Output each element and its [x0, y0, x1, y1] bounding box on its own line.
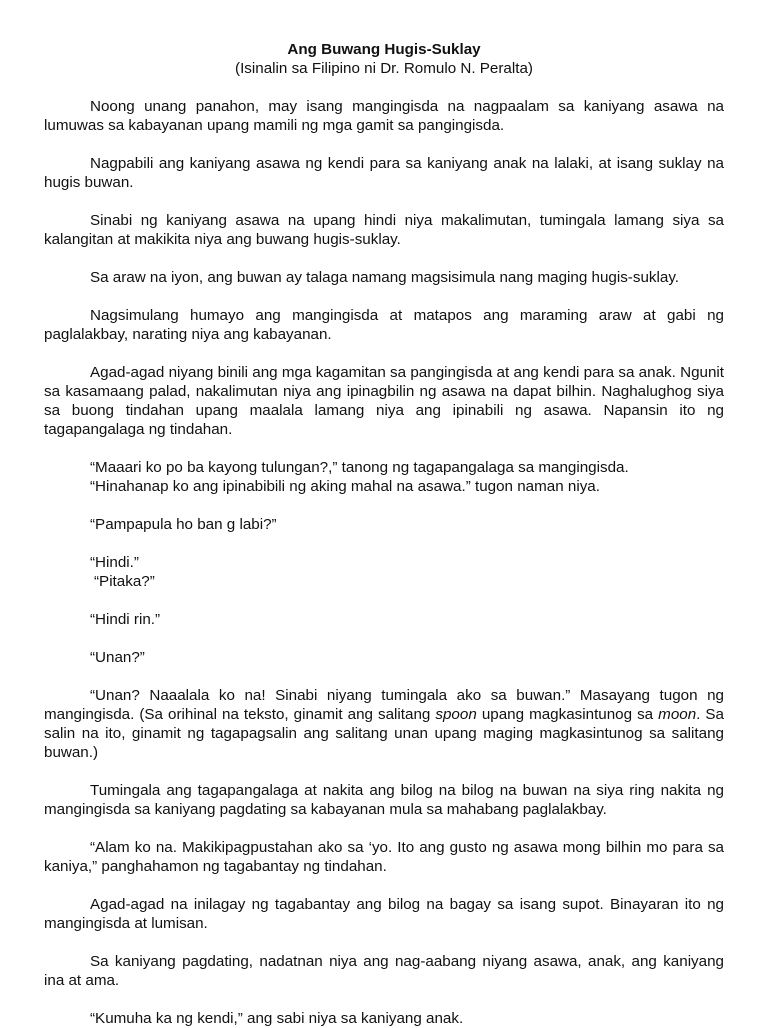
- paragraph-3: Sinabi ng kaniyang asawa na upang hindi niya makalimutan, tumingala lamang siya sa kalangitan at makikita niya ang buwang hugis-suklay.: [44, 212, 724, 248]
- italic-word-spoon: spoon: [435, 706, 477, 723]
- document-title: Ang Buwang Hugis-Suklay: [287, 41, 481, 58]
- dialogue-line-1: “Maaari ko po ba kayong tulungan?,” tanong ng tagapangalaga sa mangingisda.: [90, 459, 629, 476]
- dialogue-line-2: “Hinahanap ko ang ipinabibili ng aking mahal na asawa.” tugon naman niya.: [90, 478, 600, 495]
- paragraph-5: Nagsimulang humayo ang mangingisda at matapos ang maraming araw at gabi ng paglalakbay, narating niya ang kabayanan.: [44, 307, 724, 343]
- dialogue-line-6: “Hindi rin.”: [90, 611, 161, 628]
- dialogue-line-7: “Unan?”: [90, 649, 145, 666]
- paragraph-1: Noong unang panahon, may isang mangingisda na nagpaalam sa kaniyang asawa na lumuwas sa kabayanan upang mamili ng mga gamit sa pangingisda.: [44, 98, 724, 134]
- dialogue-line-5: “Pitaka?”: [94, 573, 155, 590]
- document-subtitle: (Isinalin sa Filipino ni Dr. Romulo N. Peralta): [235, 60, 533, 77]
- paragraph-8: Tumingala ang tagapangalaga at nakita ang bilog na bilog na buwan na siya ring nakita ng mangingisda sa kaniyang pagdating sa kabayanan mula sa mahabang paglalakbay.: [44, 782, 724, 818]
- paragraph-unan-part-1: “Unan? Naaalala ko na! Sinabi niyang tumingala ako sa buwan.” Masayang tugon ng mangingisda. (Sa orihinal na teksto, ginamit ang salitang: [44, 687, 724, 723]
- paragraph-unan: [44, 686, 724, 762]
- paragraph-11: Sa kaniyang pagdating, nadatnan niya ang nag-aabang niyang asawa, anak, ang kaniyang ina at ama.: [44, 953, 724, 989]
- italic-word-moon: moon: [658, 706, 697, 723]
- paragraph-4: Sa araw na iyon, ang buwan ay talaga namang magsisimula nang maging hugis-suklay.: [90, 269, 680, 286]
- dialogue-line-4: “Hindi.”: [90, 554, 139, 571]
- paragraph-2: Nagpabili ang kaniyang asawa ng kendi para sa kaniyang anak na lalaki, at isang suklay na hugis buwan.: [44, 155, 724, 191]
- paragraph-unan-part-3: . Sa salin na ito, ginamit ng tagapagsalin ang salitang unan upang maging magkasintunog sa salitang buwan.): [44, 706, 724, 761]
- paragraph-10: Agad-agad na inilagay ng tagabantay ang bilog na bagay sa isang supot. Binayaran ito ng mangingisda at lumisan.: [44, 896, 724, 932]
- dialogue-line-3: “Pampapula ho ban g labi?”: [90, 516, 277, 533]
- paragraph-6: Agad-agad niyang binili ang mga kagamitan sa pangingisda at ang kendi para sa anak. Ngunit sa kasamaang palad, nakalimutan niya ang ipinagbilin ng asawa na dapat bilhin. Naghalughog siya sa buong tindahan upang maalala lamang niya ang ipinabili ng asawa. Napansin ito ng tagapangalaga ng tindahan.: [44, 364, 724, 438]
- paragraph-9: “Alam ko na. Makikipagpustahan ako sa ‘yo. Ito ang gusto ng asawa mong bilhin mo para sa kaniya,” panghahamon ng tagabantay ng tindahan.: [44, 839, 724, 875]
- paragraph-unan-part-2: upang magkasintunog sa: [481, 706, 654, 723]
- paragraph-12: “Kumuha ka ng kendi,” ang sabi niya sa kaniyang anak.: [90, 1010, 464, 1027]
